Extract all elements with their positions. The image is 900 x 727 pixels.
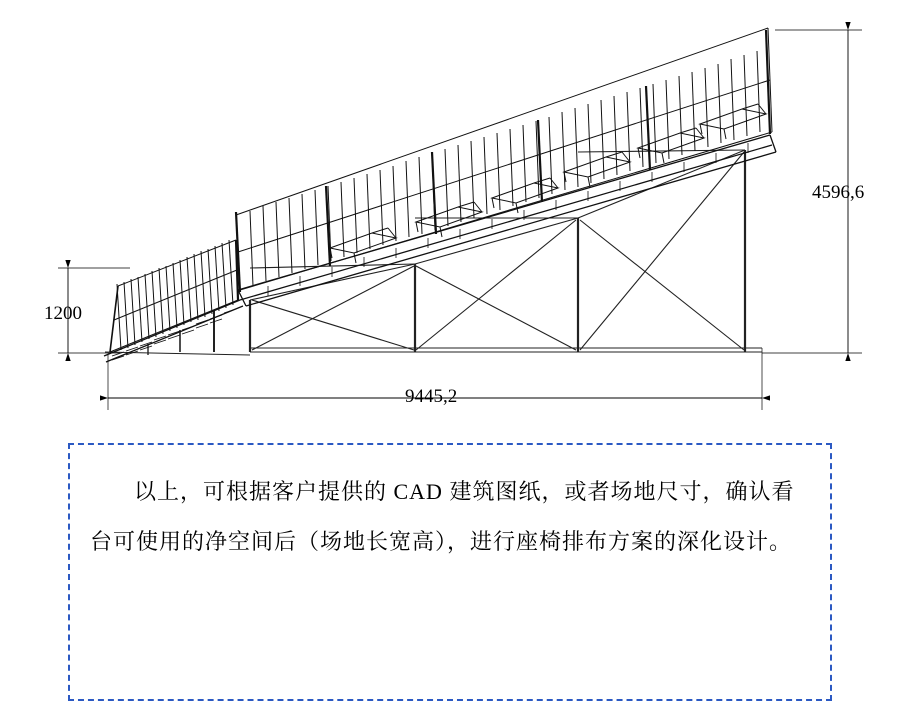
railing-lower bbox=[110, 240, 238, 352]
note-text: 以上，可根据客户提供的 CAD 建筑图纸，或者场地尺寸，确认看台可使用的净空间后（场地长宽高），进行座椅排布方案的深化设计。 bbox=[90, 479, 795, 554]
note-box bbox=[68, 443, 832, 701]
dimension-length-label: 9445,2 bbox=[405, 386, 458, 407]
deck-beams bbox=[104, 135, 776, 362]
seat-row bbox=[330, 104, 766, 263]
dimension-step-height-label: 1200 bbox=[44, 303, 82, 324]
dimension-height-label: 4596,6 bbox=[812, 182, 865, 203]
railing-upper bbox=[236, 28, 772, 290]
